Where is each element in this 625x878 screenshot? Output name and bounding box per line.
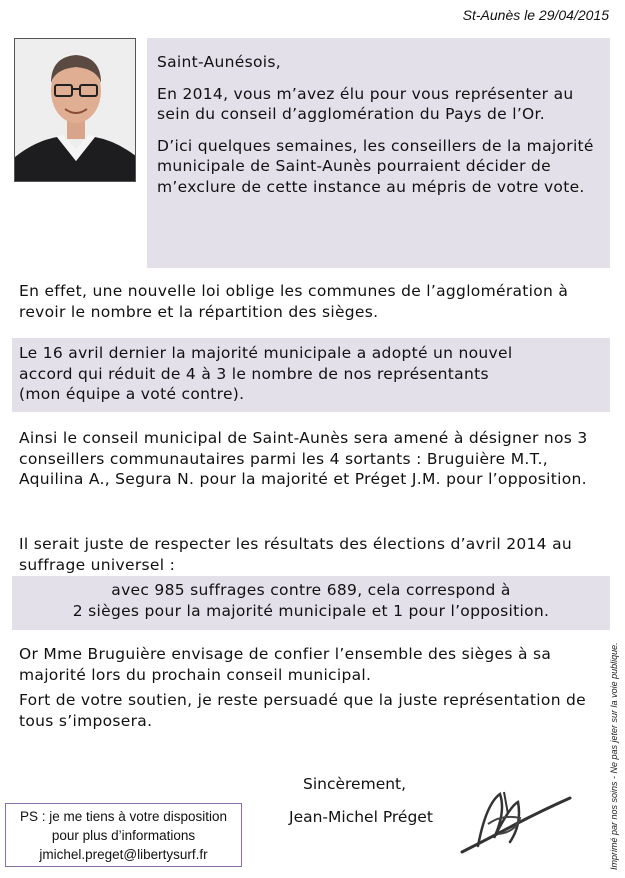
intro-box xyxy=(147,38,610,268)
print-notice: Imprimé par nos soins - Ne pas jeter sur la voie publique. xyxy=(609,642,619,870)
salutation: Sincèrement, xyxy=(303,775,407,793)
portrait-photo-icon xyxy=(15,39,136,182)
avril-line-1: Le 16 avril dernier la majorité municipale a adopté un nouvel xyxy=(19,344,513,362)
ps-box xyxy=(5,803,242,867)
ps-line-1: PS : je me tiens à votre disposition xyxy=(19,809,228,824)
paragraph-or: Or Mme Bruguière envisage de confier l’ensemble des sièges à sa majorité lors du prochain conseil municipal. xyxy=(19,645,552,684)
suffrages-line-1: avec 985 suffrages contre 689, cela correspond à xyxy=(111,581,511,599)
paragraph-avril xyxy=(19,343,609,405)
greeting: Saint-Aunésois, xyxy=(157,53,281,71)
suffrages-highlight xyxy=(12,580,610,621)
ps-email[interactable]: jmichel.preget@libertysurf.fr xyxy=(39,847,208,862)
paragraph-fort: Fort de votre soutien, je reste persuadé que la juste représentation de tous s’imposera. xyxy=(19,691,587,730)
author-photo xyxy=(14,38,136,182)
ps-line-2: pour plus d’informations xyxy=(51,828,196,843)
handwritten-signature-icon xyxy=(458,784,573,860)
avril-line-3: (mon équipe a voté contre). xyxy=(19,385,245,403)
avril-line-2: accord qui réduit de 4 à 3 le nombre de nos représentants xyxy=(19,364,489,383)
date-line: St-Aunès le 29/04/2015 xyxy=(462,7,609,23)
paragraph-juste: Il serait juste de respecter les résultats des élections d’avril 2014 au suffrage universel : xyxy=(19,535,572,574)
paragraph-loi: En effet, une nouvelle loi oblige les communes de l’agglomération à revoir le nombre et la répartition des sièges. xyxy=(19,282,569,321)
suffrages-line-2: 2 sièges pour la majorité municipale et 1 pour l’opposition. xyxy=(72,601,550,620)
intro-paragraph-2: D’ici quelques semaines, les conseillers de la majorité municipale de Saint-Aunès pourraient décider de m’exclure de cette instance au mépris de votre vote. xyxy=(157,136,594,196)
signer-name: Jean-Michel Préget xyxy=(289,808,433,826)
paragraph-conseil: Ainsi le conseil municipal de Saint-Aunès sera amené à désigner nos 3 conseillers communautaires parmi les 4 sortants : Bruguière M.T., Aquilina A., Segura N. pour la majorité et Préget J.M. pour l’opposition. xyxy=(19,429,588,488)
intro-paragraph-1: En 2014, vous m’avez élu pour vous représenter au sein du conseil d’agglomération du Pays de l’Or. xyxy=(157,84,574,123)
